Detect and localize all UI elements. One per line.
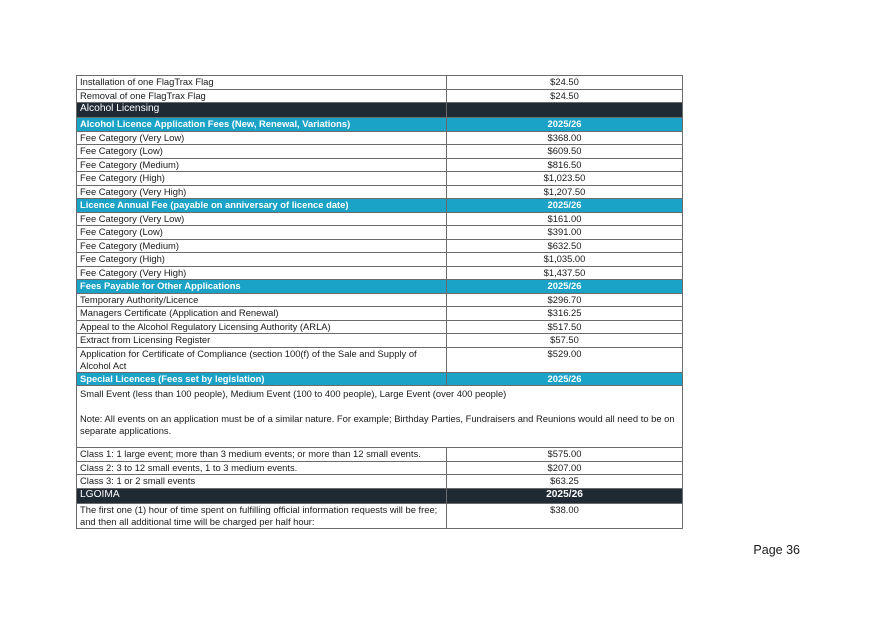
year-label: 2025/26	[447, 280, 683, 294]
page-number: Page 36	[753, 543, 800, 557]
subsection-title: Special Licences (Fees set by legislation)	[77, 372, 447, 386]
year-label: 2025/26	[447, 199, 683, 213]
fee-item: Class 1: 1 large event; more than 3 medium events; or more than 12 small events.	[77, 448, 447, 462]
fee-item: Temporary Authority/Licence	[77, 293, 447, 307]
fee-value: $1,207.50	[447, 185, 683, 199]
fee-item: Fee Category (High)	[77, 172, 447, 186]
note-spacer	[80, 437, 679, 443]
subsection-header-other	[77, 280, 683, 294]
fee-value: $632.50	[447, 239, 683, 253]
subsection-title: Alcohol Licence Application Fees (New, Renewal, Variations)	[77, 118, 447, 132]
table-row	[77, 76, 683, 90]
fee-value: $63.25	[447, 475, 683, 489]
section-header-lgoima	[77, 488, 683, 503]
fee-value: $517.50	[447, 320, 683, 334]
fee-item: The first one (1) hour of time spent on fulfilling official information requests will be free; and then all additional time will be charged per half hour:	[77, 503, 447, 528]
section-title: LGOIMA	[77, 488, 447, 503]
fee-item: Removal of one FlagTrax Flag	[77, 89, 447, 103]
table-row	[77, 158, 683, 172]
fee-value: $1,023.50	[447, 172, 683, 186]
fee-value: $816.50	[447, 158, 683, 172]
fee-value: $207.00	[447, 461, 683, 475]
fee-value: $1,035.00	[447, 253, 683, 267]
table-row	[77, 172, 683, 186]
fee-item: Application for Certificate of Compliance (section 100(f) of the Sale and Supply of Alcohol Act	[77, 347, 447, 372]
fee-item: Fee Category (Very High)	[77, 266, 447, 280]
table-row	[77, 266, 683, 280]
fee-value: $575.00	[447, 448, 683, 462]
table-row	[77, 461, 683, 475]
event-size-note: Small Event (less than 100 people), Medium Event (100 to 400 people), Large Event (over 400 people)	[80, 388, 507, 400]
year-label: 2025/26	[447, 118, 683, 132]
fee-item: Appeal to the Alcohol Regulatory Licensing Authority (ARLA)	[77, 320, 447, 334]
table-row	[77, 239, 683, 253]
similar-nature-note: Note: All events on an application must be of a similar nature. For example; Birthday Parties, Fundraisers and Reunions would all need to be on separate applications.	[80, 412, 675, 436]
subsection-header-application	[77, 118, 683, 132]
fee-item: Fee Category (Very High)	[77, 185, 447, 199]
fee-item: Fee Category (Low)	[77, 145, 447, 159]
fee-value: $161.00	[447, 212, 683, 226]
year-label: 2025/26	[447, 488, 683, 503]
table-row	[77, 293, 683, 307]
fee-value: $368.00	[447, 131, 683, 145]
fee-item: Managers Certificate (Application and Renewal)	[77, 307, 447, 321]
table-row	[77, 131, 683, 145]
table-row	[77, 226, 683, 240]
special-licence-note-row	[77, 386, 683, 448]
fee-item: Fee Category (Medium)	[77, 239, 447, 253]
table-row	[77, 89, 683, 103]
fee-value: $1,437.50	[447, 266, 683, 280]
fee-value: $38.00	[447, 503, 683, 528]
fee-item: Fee Category (Very Low)	[77, 131, 447, 145]
subsection-title: Fees Payable for Other Applications	[77, 280, 447, 294]
fee-value: $296.70	[447, 293, 683, 307]
table-row	[77, 475, 683, 489]
fee-item: Fee Category (Very Low)	[77, 212, 447, 226]
table-row	[77, 185, 683, 199]
special-licence-note	[77, 386, 683, 448]
fee-value: $529.00	[447, 347, 683, 372]
fee-value: $609.50	[447, 145, 683, 159]
table-row	[77, 145, 683, 159]
subsection-header-special	[77, 372, 683, 386]
subsection-header-annual	[77, 199, 683, 213]
table-row	[77, 503, 683, 528]
fee-value: $57.50	[447, 334, 683, 348]
fee-value: $24.50	[447, 76, 683, 90]
table-row	[77, 448, 683, 462]
year-label: 2025/26	[447, 372, 683, 386]
fee-value: $391.00	[447, 226, 683, 240]
section-header-blank	[447, 103, 683, 118]
fee-item: Fee Category (High)	[77, 253, 447, 267]
fee-value: $316.25	[447, 307, 683, 321]
table-row	[77, 347, 683, 372]
fee-item: Extract from Licensing Register	[77, 334, 447, 348]
fee-item: Class 2: 3 to 12 small events, 1 to 3 medium events.	[77, 461, 447, 475]
section-header-alcohol	[77, 103, 683, 118]
table-row	[77, 307, 683, 321]
table-row	[77, 320, 683, 334]
fee-value: $24.50	[447, 89, 683, 103]
table-row	[77, 212, 683, 226]
table-row	[77, 253, 683, 267]
fee-item: Fee Category (Medium)	[77, 158, 447, 172]
fees-table	[76, 75, 683, 529]
fee-item: Fee Category (Low)	[77, 226, 447, 240]
fee-item: Class 3: 1 or 2 small events	[77, 475, 447, 489]
table-row	[77, 334, 683, 348]
section-title: Alcohol Licensing	[77, 103, 447, 118]
fee-item: Installation of one FlagTrax Flag	[77, 76, 447, 90]
subsection-title: Licence Annual Fee (payable on anniversary of licence date)	[77, 199, 447, 213]
